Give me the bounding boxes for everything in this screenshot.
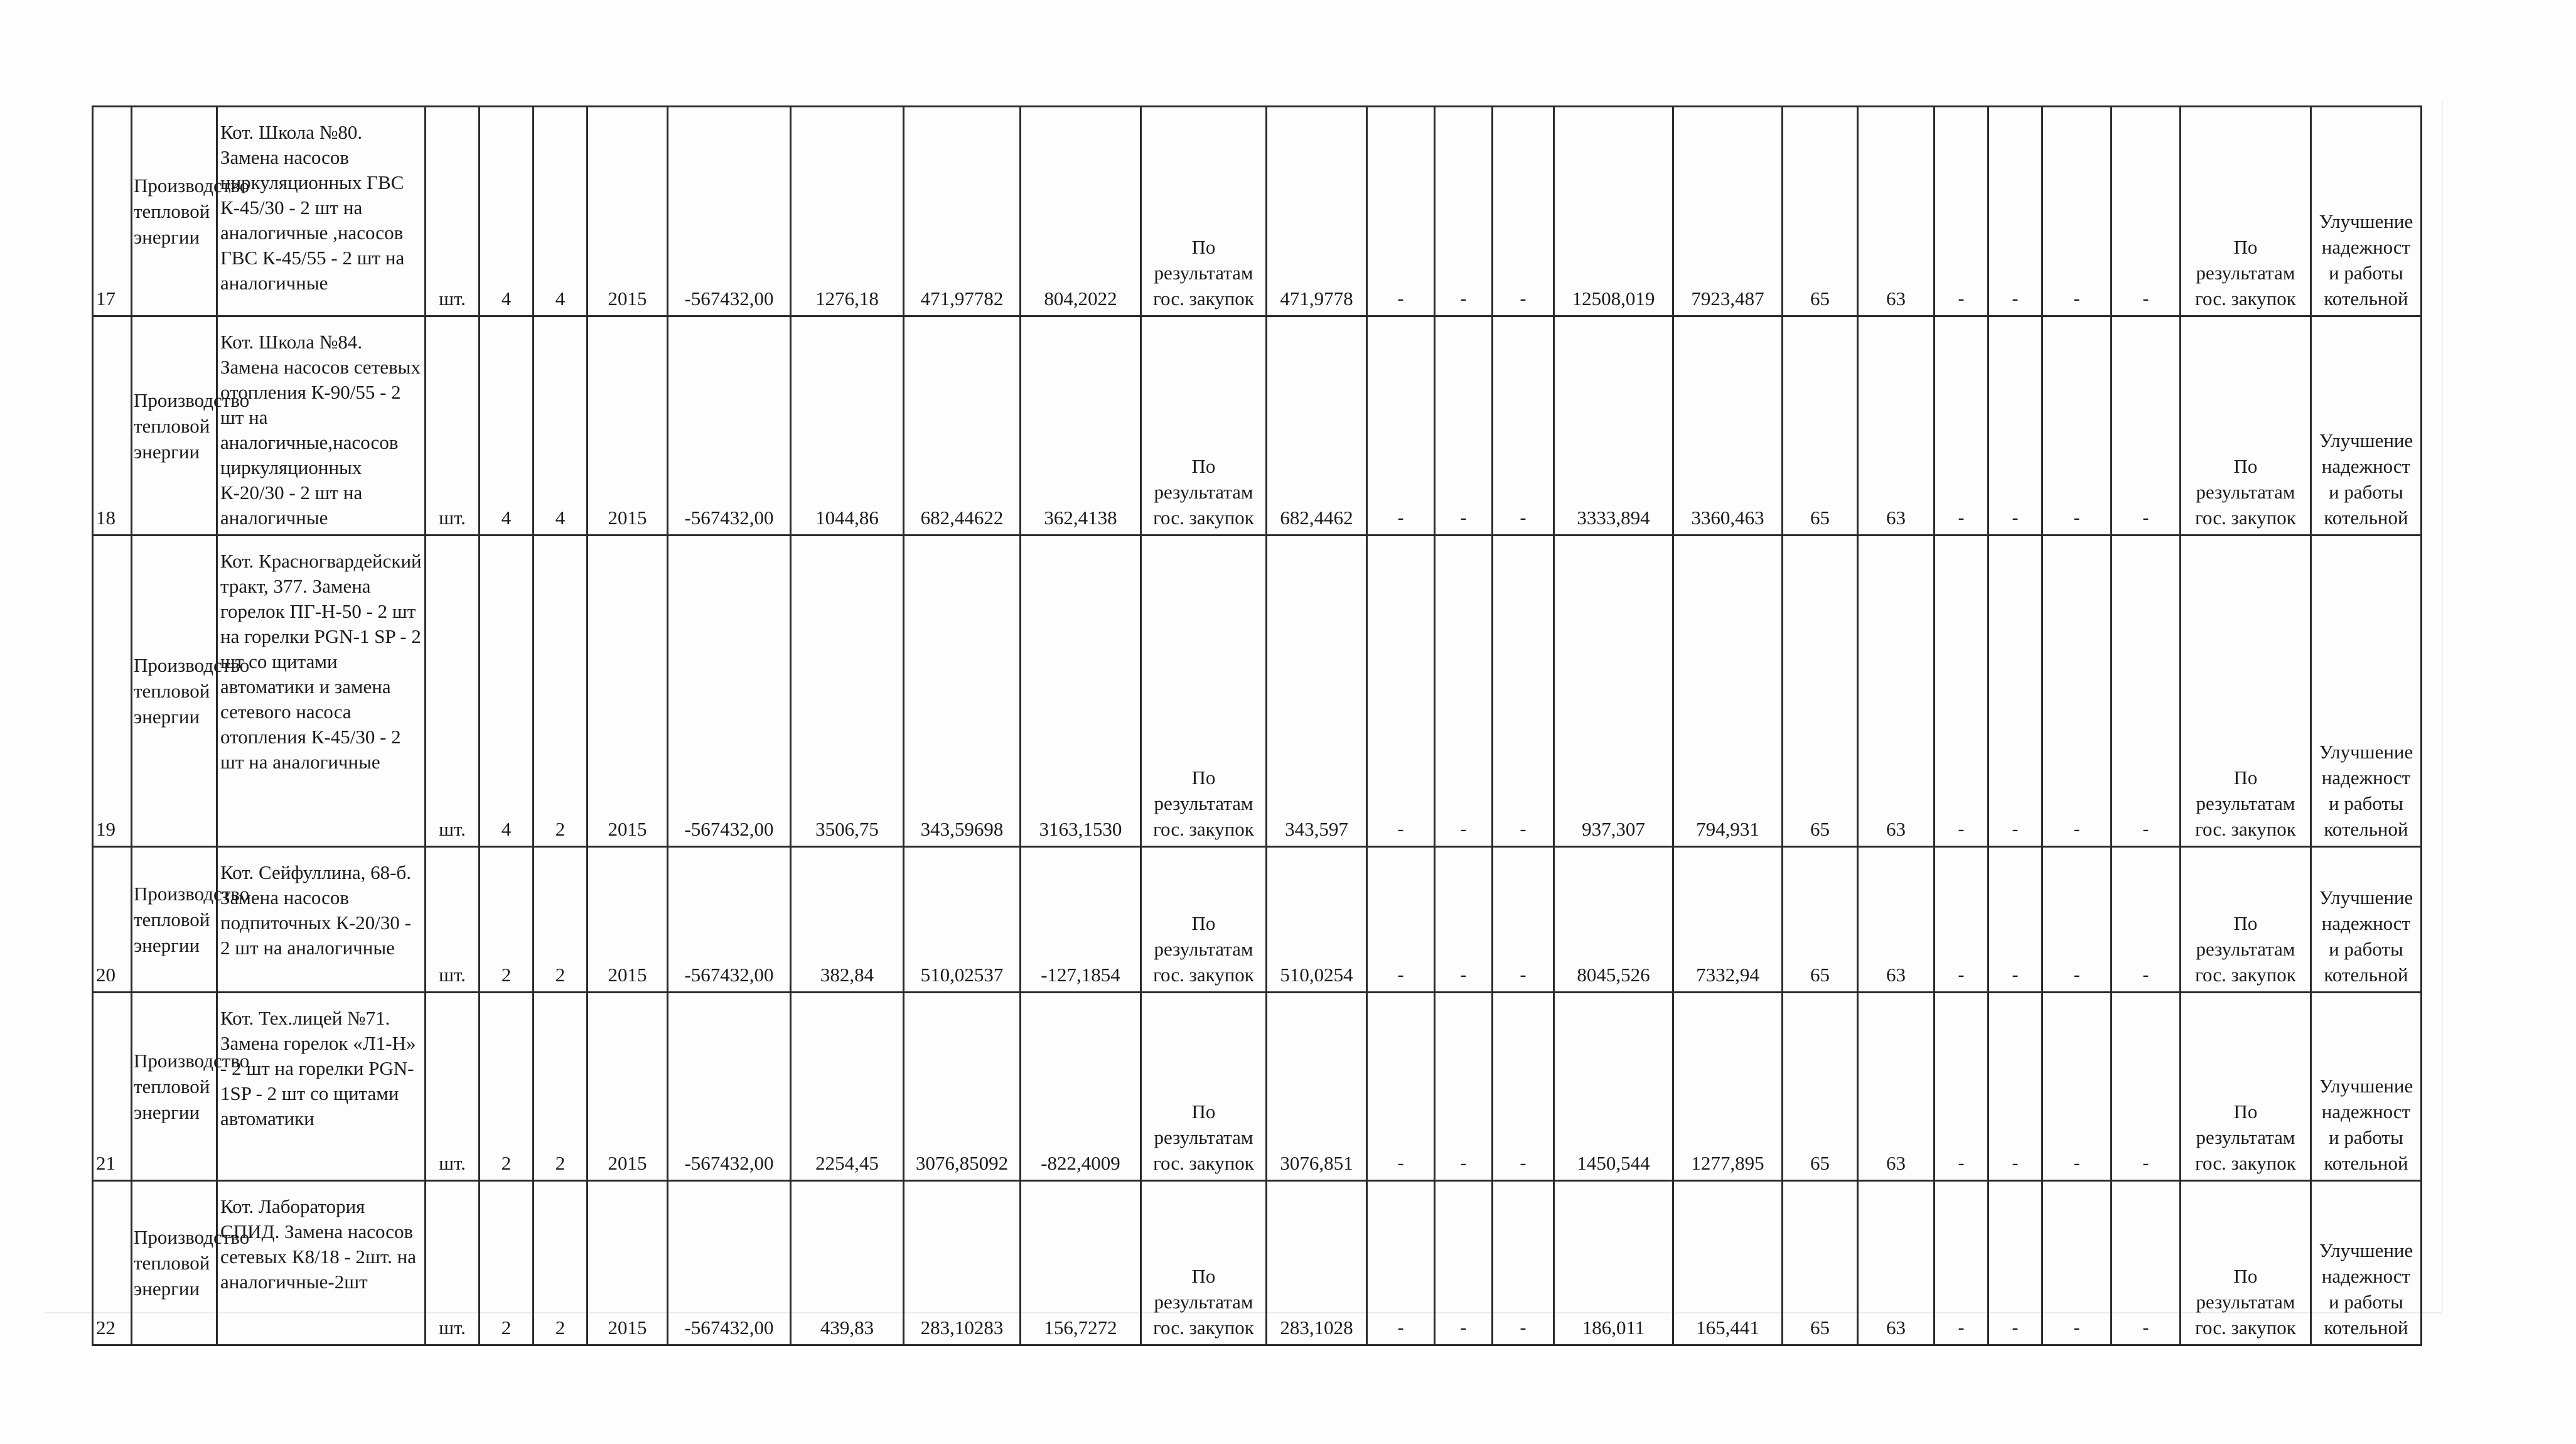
- indicator-2: 63: [1858, 847, 1935, 993]
- work-description: Кот. Красногвардейский тракт, 377. Замена горелок ПГ-Н-50 - 2 шт на горелки PGN-1 SP - 2 шт со щитами автоматики и замена сетевого насоса отопления К-45/30 - 2 шт на аналогичные: [217, 536, 426, 847]
- expected-effect: Улучшение надежност и работы котельной: [2311, 536, 2422, 847]
- dash-3: -: [1493, 316, 1554, 536]
- dash-1: -: [1367, 847, 1435, 993]
- value-3: 343,59698: [904, 536, 1021, 847]
- dash-5: -: [1988, 847, 2042, 993]
- value-6: 3333,894: [1554, 316, 1673, 536]
- work-description: Кот. Школа №80. Замена насосов циркуляционных ГВС К-45/30 - 2 шт на аналогичные ,насосов ГВС К-45/55 - 2 шт на аналогичные: [217, 107, 426, 316]
- indicator-2: 63: [1858, 993, 1935, 1181]
- quantity-actual: 2: [534, 536, 588, 847]
- table-row: [93, 536, 2422, 847]
- dash-5: -: [1988, 316, 2042, 536]
- implementation-year: 2015: [588, 107, 668, 316]
- procurement-method: По результатам гос. закупок: [1141, 847, 1267, 993]
- activity-type: Производство тепловой энергии: [132, 993, 217, 1181]
- dash-7: -: [2112, 993, 2181, 1181]
- dash-1: -: [1367, 107, 1435, 316]
- unit-of-measure: шт.: [426, 1181, 480, 1345]
- dash-3: -: [1493, 1181, 1554, 1345]
- value-1: -567432,00: [668, 316, 791, 536]
- procurement-method: По результатам гос. закупок: [1141, 536, 1267, 847]
- scan-edge-right: [2442, 100, 2443, 1312]
- activity-type: Производство тепловой энергии: [132, 1181, 217, 1345]
- indicator-1: 65: [1783, 993, 1858, 1181]
- quantity-actual: 4: [534, 316, 588, 536]
- indicator-1: 65: [1783, 316, 1858, 536]
- value-7: 7923,487: [1673, 107, 1783, 316]
- value-6: 1450,544: [1554, 993, 1673, 1181]
- quantity-actual: 4: [534, 107, 588, 316]
- quantity-planned: 4: [480, 536, 534, 847]
- value-7: 794,931: [1673, 536, 1783, 847]
- indicator-2: 63: [1858, 536, 1935, 847]
- dash-4: -: [1935, 847, 1988, 993]
- implementation-year: 2015: [588, 847, 668, 993]
- dash-2: -: [1435, 993, 1493, 1181]
- dash-5: -: [1988, 107, 2042, 316]
- dash-6: -: [2042, 847, 2112, 993]
- procurement-method: По результатам гос. закупок: [1141, 107, 1267, 316]
- implementation-year: 2015: [588, 993, 668, 1181]
- table-row: [93, 847, 2422, 993]
- table-row: [93, 107, 2422, 316]
- dash-7: -: [2112, 1181, 2181, 1345]
- dash-5: -: [1988, 536, 2042, 847]
- indicator-2: 63: [1858, 107, 1935, 316]
- value-3: 471,97782: [904, 107, 1021, 316]
- table-row: [93, 993, 2422, 1181]
- value-4: 156,7272: [1021, 1181, 1141, 1345]
- value-5: 471,9778: [1267, 107, 1367, 316]
- activity-type: Производство тепловой энергии: [132, 847, 217, 993]
- value-7: 7332,94: [1673, 847, 1783, 993]
- value-1: -567432,00: [668, 536, 791, 847]
- value-4: 804,2022: [1021, 107, 1141, 316]
- value-5: 283,1028: [1267, 1181, 1367, 1345]
- value-2: 1044,86: [791, 316, 904, 536]
- dash-4: -: [1935, 107, 1988, 316]
- value-4: -127,1854: [1021, 847, 1141, 993]
- work-description: Кот. Школа №84. Замена насосов сетевых отопления К-90/55 - 2 шт на аналогичные,насосов циркуляционных К-20/30 - 2 шт на аналогичные: [217, 316, 426, 536]
- unit-of-measure: шт.: [426, 107, 480, 316]
- indicator-1: 65: [1783, 847, 1858, 993]
- dash-3: -: [1493, 847, 1554, 993]
- dash-1: -: [1367, 316, 1435, 536]
- row-number: 21: [93, 993, 132, 1181]
- value-6: 186,011: [1554, 1181, 1673, 1345]
- row-number: 18: [93, 316, 132, 536]
- work-description: Кот. Сейфуллина, 68-б. Замена насосов подпиточных К-20/30 - 2 шт на аналогичные: [217, 847, 426, 993]
- value-6: 937,307: [1554, 536, 1673, 847]
- indicator-2: 63: [1858, 1181, 1935, 1345]
- value-1: -567432,00: [668, 993, 791, 1181]
- value-5: 682,4462: [1267, 316, 1367, 536]
- dash-2: -: [1435, 536, 1493, 847]
- dash-6: -: [2042, 993, 2112, 1181]
- expected-effect: Улучшение надежност и работы котельной: [2311, 847, 2422, 993]
- dash-2: -: [1435, 107, 1493, 316]
- value-3: 510,02537: [904, 847, 1021, 993]
- dash-5: -: [1988, 1181, 2042, 1345]
- dash-6: -: [2042, 316, 2112, 536]
- row-number: 22: [93, 1181, 132, 1345]
- indicator-2: 63: [1858, 316, 1935, 536]
- table-row: [93, 316, 2422, 536]
- value-2: 1276,18: [791, 107, 904, 316]
- unit-of-measure: шт.: [426, 316, 480, 536]
- indicator-1: 65: [1783, 107, 1858, 316]
- value-1: -567432,00: [668, 107, 791, 316]
- row-number: 19: [93, 536, 132, 847]
- value-7: 3360,463: [1673, 316, 1783, 536]
- investment-program-table: [92, 105, 2422, 1346]
- value-4: 362,4138: [1021, 316, 1141, 536]
- procurement-method-2: По результатам гос. закупок: [2181, 536, 2311, 847]
- value-7: 165,441: [1673, 1181, 1783, 1345]
- dash-1: -: [1367, 536, 1435, 847]
- value-3: 3076,85092: [904, 993, 1021, 1181]
- value-5: 3076,851: [1267, 993, 1367, 1181]
- dash-1: -: [1367, 1181, 1435, 1345]
- dash-2: -: [1435, 847, 1493, 993]
- quantity-planned: 4: [480, 316, 534, 536]
- quantity-actual: 2: [534, 847, 588, 993]
- dash-4: -: [1935, 993, 1988, 1181]
- row-number: 17: [93, 107, 132, 316]
- value-2: 2254,45: [791, 993, 904, 1181]
- value-6: 8045,526: [1554, 847, 1673, 993]
- dash-7: -: [2112, 847, 2181, 993]
- value-5: 510,0254: [1267, 847, 1367, 993]
- unit-of-measure: шт.: [426, 993, 480, 1181]
- procurement-method: По результатам гос. закупок: [1141, 993, 1267, 1181]
- dash-6: -: [2042, 536, 2112, 847]
- procurement-method-2: По результатам гос. закупок: [2181, 107, 2311, 316]
- quantity-actual: 2: [534, 993, 588, 1181]
- procurement-method: По результатам гос. закупок: [1141, 1181, 1267, 1345]
- unit-of-measure: шт.: [426, 536, 480, 847]
- table-body: [93, 107, 2422, 1345]
- dash-4: -: [1935, 1181, 1988, 1345]
- value-4: -822,4009: [1021, 993, 1141, 1181]
- dash-7: -: [2112, 107, 2181, 316]
- value-2: 3506,75: [791, 536, 904, 847]
- row-number: 20: [93, 847, 132, 993]
- quantity-planned: 2: [480, 993, 534, 1181]
- indicator-1: 65: [1783, 536, 1858, 847]
- implementation-year: 2015: [588, 1181, 668, 1345]
- quantity-planned: 2: [480, 847, 534, 993]
- expected-effect: Улучшение надежност и работы котельной: [2311, 993, 2422, 1181]
- value-3: 283,10283: [904, 1181, 1021, 1345]
- dash-7: -: [2112, 316, 2181, 536]
- value-4: 3163,1530: [1021, 536, 1141, 847]
- quantity-actual: 2: [534, 1181, 588, 1345]
- dash-6: -: [2042, 1181, 2112, 1345]
- procurement-method: По результатам гос. закупок: [1141, 316, 1267, 536]
- dash-3: -: [1493, 107, 1554, 316]
- work-description: Кот. Тех.лицей №71. Замена горелок «Л1-Н» - 2 шт на горелки PGN-1SP - 2 шт со щитами автоматики: [217, 993, 426, 1181]
- work-description: Кот. Лаборатория СПИД. Замена насосов сетевых К8/18 - 2шт. на аналогичные-2шт: [217, 1181, 426, 1345]
- implementation-year: 2015: [588, 316, 668, 536]
- value-1: -567432,00: [668, 1181, 791, 1345]
- indicator-1: 65: [1783, 1181, 1858, 1345]
- procurement-method-2: По результатам гос. закупок: [2181, 1181, 2311, 1345]
- implementation-year: 2015: [588, 536, 668, 847]
- dash-1: -: [1367, 993, 1435, 1181]
- dash-4: -: [1935, 316, 1988, 536]
- value-2: 439,83: [791, 1181, 904, 1345]
- expected-effect: Улучшение надежност и работы котельной: [2311, 1181, 2422, 1345]
- expected-effect: Улучшение надежност и работы котельной: [2311, 107, 2422, 316]
- activity-type: Производство тепловой энергии: [132, 536, 217, 847]
- activity-type: Производство тепловой энергии: [132, 316, 217, 536]
- value-2: 382,84: [791, 847, 904, 993]
- dash-4: -: [1935, 536, 1988, 847]
- procurement-method-2: По результатам гос. закупок: [2181, 316, 2311, 536]
- expected-effect: Улучшение надежност и работы котельной: [2311, 316, 2422, 536]
- activity-type: Производство тепловой энергии: [132, 107, 217, 316]
- dash-2: -: [1435, 1181, 1493, 1345]
- value-7: 1277,895: [1673, 993, 1783, 1181]
- procurement-method-2: По результатам гос. закупок: [2181, 847, 2311, 993]
- value-6: 12508,019: [1554, 107, 1673, 316]
- quantity-planned: 4: [480, 107, 534, 316]
- dash-2: -: [1435, 316, 1493, 536]
- dash-3: -: [1493, 536, 1554, 847]
- value-1: -567432,00: [668, 847, 791, 993]
- dash-5: -: [1988, 993, 2042, 1181]
- value-5: 343,597: [1267, 536, 1367, 847]
- dash-3: -: [1493, 993, 1554, 1181]
- unit-of-measure: шт.: [426, 847, 480, 993]
- table-row: [93, 1181, 2422, 1345]
- dash-7: -: [2112, 536, 2181, 847]
- dash-6: -: [2042, 107, 2112, 316]
- quantity-planned: 2: [480, 1181, 534, 1345]
- procurement-method-2: По результатам гос. закупок: [2181, 993, 2311, 1181]
- value-3: 682,44622: [904, 316, 1021, 536]
